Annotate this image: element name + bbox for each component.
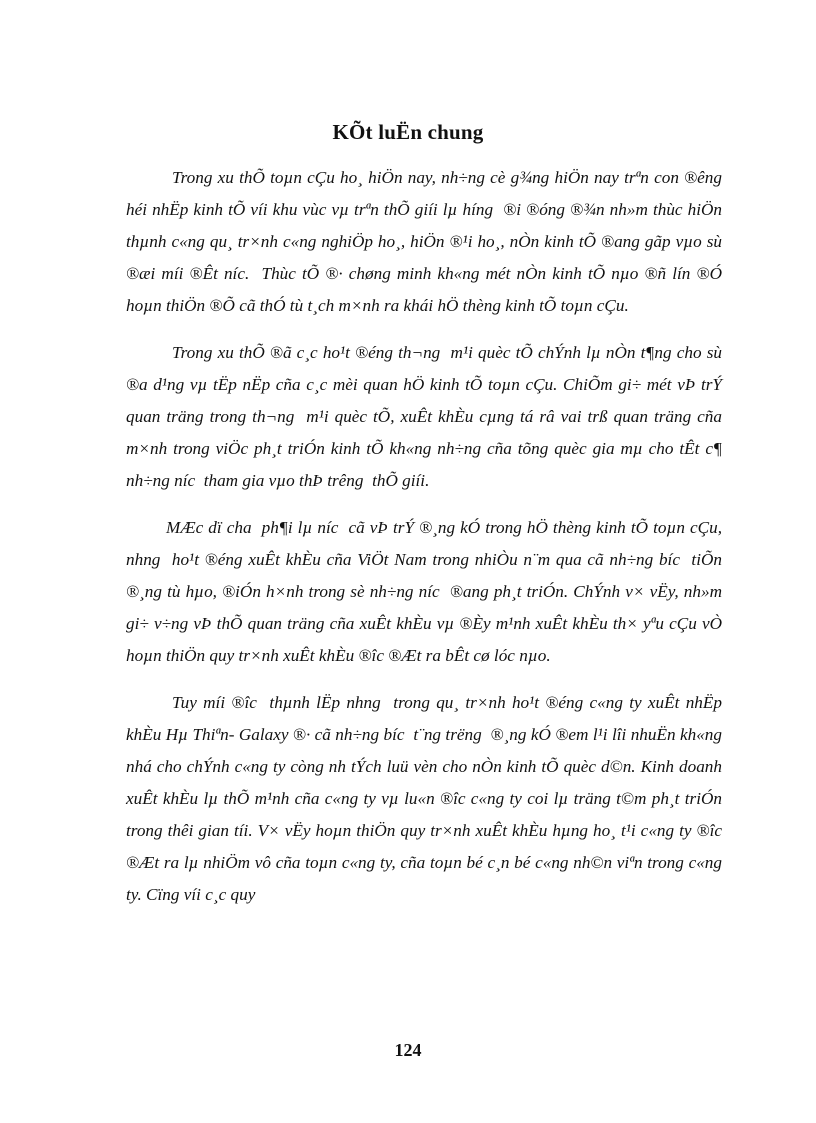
body-text [126, 162, 731, 926]
paragraph-2: Trong xu thÕ ®ã c¸c ho¹t ®éng th¬ng m¹i quèc tÕ chÝnh lµ nÒn t¶ng cho sù ®a d¹ng vµ tËp nËp cña c¸c mèi quan hÖ kinh tÕ toµn cÇu. ChiÕm gi÷ mét vÞ trÝ quan träng trong th¬ng m¹i quèc tÕ, xuÊt khÈu cµng tá râ vai trß quan träng cña m×nh trong viÖc ph¸t triÓn kinh tÕ kh«ng nh÷ng cña tõng quèc gia mµ cho tÊt c¶ nh÷ng níc tham gia vµo thÞ trêng thÕ giíi. [126, 343, 727, 490]
paragraph-1: Trong xu thÕ toµn cÇu ho¸ hiÖn nay, nh÷ng cè g¾ng hiÖn nay trªn con ®êng héi nhËp kinh tÕ víi khu vùc vµ trªn thÕ giíi lµ híng ®i ®óng ®¾n nh»m thùc hiÖn thµnh c«ng qu¸ tr×nh c«ng nghiÖp ho¸, hiÖn ®¹i ho¸, nÒn kinh tÕ ®ang gãp vµo sù ®æi míi ®Êt níc. Thùc tÕ ®· chøng minh kh«ng mét nÒn kinh tÕ nµo ®ñ lín ®Ó hoµn thiÖn ®Õ cã thÓ tù t¸ch m×nh ra khái hÖ thèng kinh tÕ toµn cÇu. [126, 168, 731, 315]
page-number: 124 [394, 1040, 422, 1060]
paragraph-4: Tuy míi ®îc thµnh lËp nhng trong qu¸ tr×nh ho¹t ®éng c«ng ty xuÊt nhËp khÈu Hµ Thiªn- Galaxy ®· cã nh÷ng bíc t¨ng trëng ®¸ng kÓ ®em l¹i lîi nhuËn kh«ng nhá cho chÝnh c«ng ty còng nh tÝch luü vèn cho nÒn kinh tÕ quèc d©n. Kinh doanh xuÊt khÈu lµ thÕ m¹nh cña c«ng ty vµ lu«n ®îc c«ng ty coi lµ träng t©m ph¸t triÓn trong thêi gian tíi. V× vËy hoµn thiÖn quy tr×nh xuÊt khÈu hµng ho¸ t¹i c«ng ty ®îc ®Æt ra lµ nhiÖm vô cña toµn c«ng ty, cña toµn bé c¸n bé c«ng nh©n viªn trong c«ng ty. Cïng víi c¸c quy [126, 693, 727, 904]
page-title: KÕt luËn chung [332, 120, 484, 144]
paragraph-3: MÆc dï cha ph¶i lµ níc cã vÞ trÝ ®¸ng kÓ trong hÖ thèng kinh tÕ toµn cÇu, nhng ho¹t ®éng xuÊt khÈu cña ViÖt Nam trong nhiÒu n¨m qua cã nh÷ng bíc tiÕn ®¸ng tù hµo, ®iÓn h×nh trong sè nh÷ng níc ®ang ph¸t triÓn. ChÝnh v× vËy, nh»m gi÷ v÷ng vÞ thÕ quan träng cña xuÊt khÈu vµ ®Èy m¹nh xuÊt khÈu th× yªu cÇu vÒ hoµn thiÖn quy tr×nh xuÊt khÈu ®îc ®Æt ra bÊt cø lóc nµo. [126, 518, 727, 665]
